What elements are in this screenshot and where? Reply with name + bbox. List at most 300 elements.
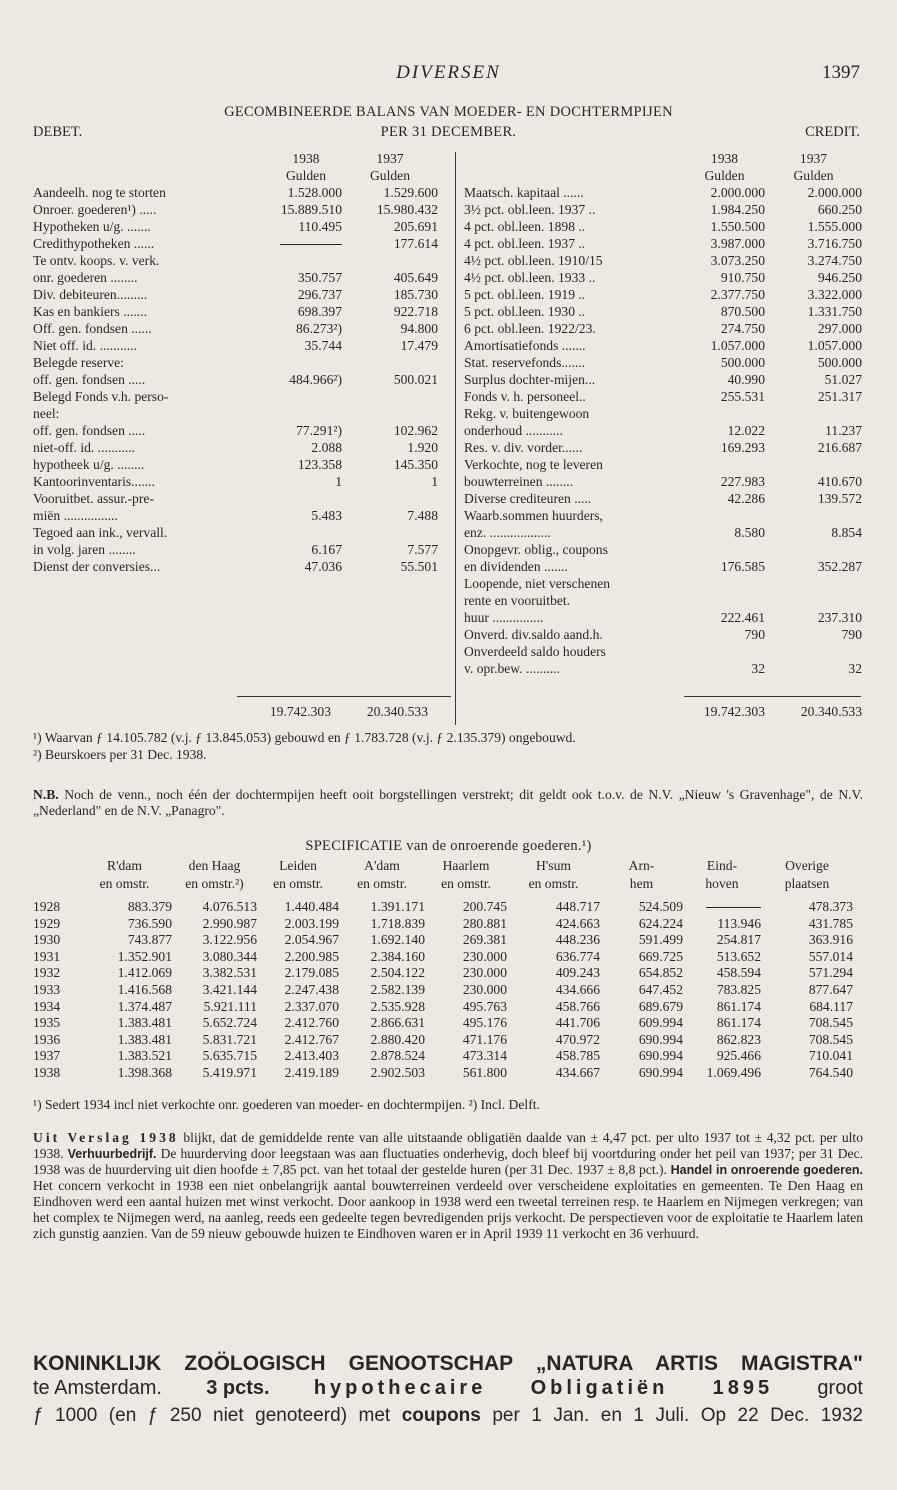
- credit-value-1937: 1.331.750: [807, 304, 862, 319]
- credit-value-1938: 274.750: [720, 321, 765, 336]
- column-header: den Haag: [188, 858, 241, 873]
- specification-cell: 690.994: [638, 1048, 683, 1064]
- debet-value-1938: 15.889.510: [280, 202, 342, 217]
- credit-unit-header: [464, 167, 864, 184]
- debet-row-label: Credithypotheken ......: [33, 236, 155, 251]
- credit-row-label: Maatsch. kapitaal ......: [464, 185, 584, 200]
- debet-row-label: Belegd Fonds v.h. perso-: [33, 389, 169, 404]
- debet-value-1938: [270, 252, 342, 269]
- credit-row: [464, 252, 864, 269]
- credit-row-label: Onopgevr. oblig., coupons: [464, 542, 608, 557]
- specification-cell: 1.718.839: [370, 915, 425, 931]
- debet-row: [33, 235, 449, 252]
- debet-value-1938: 5.483: [311, 508, 342, 523]
- debet-value-1938: [270, 354, 342, 371]
- debet-row-label: Off. gen. fondsen ......: [33, 321, 152, 336]
- column-header: en omstr.²): [185, 876, 244, 891]
- credit-row: [464, 507, 864, 524]
- specification-cell: 2.582.139: [370, 981, 425, 997]
- credit-row: [464, 286, 864, 303]
- specification-row: [33, 899, 853, 916]
- year-1937: 1937: [376, 151, 404, 166]
- nb-label: N.B.: [33, 787, 59, 802]
- nb-text: Noch de venn., noch één der dochtermpijen heeft ooit borgstellingen verstrekt; dit geldt ook t.o.v. de N.V. „Nieuw 's Gravenhage", de N.V. „Nederland" en de N.V. „Panagro".: [33, 787, 863, 818]
- credit-label: CREDIT.: [805, 124, 860, 140]
- credit-row: [464, 422, 864, 439]
- specification-cell: 624.224: [638, 915, 683, 931]
- credit-row: [464, 626, 864, 643]
- next-entry-text: ƒ 1000 (en ƒ 250 niet genoteerd) met: [33, 1405, 391, 1426]
- credit-value-1938: 1.550.500: [710, 219, 765, 234]
- credit-row-label: Fonds v. h. personeel..: [464, 389, 586, 404]
- specification-cell: 862.823: [716, 1031, 761, 1047]
- credit-value-1938: [684, 405, 765, 422]
- debet-row: [33, 439, 449, 456]
- specification-cell: 2.054.967: [284, 932, 339, 948]
- specification-cell: 690.994: [638, 1064, 683, 1080]
- specification-cell: 710.041: [808, 1048, 853, 1064]
- specification-cell: 409.243: [555, 965, 600, 981]
- credit-row-label: 3½ pct. obl.leen. 1937 ..: [464, 202, 596, 217]
- specification-cell: 269.381: [462, 932, 507, 948]
- specification-cell: 5.635.715: [202, 1048, 257, 1064]
- debet-row: [33, 524, 449, 541]
- column-header: en omstr.: [357, 876, 407, 891]
- specification-cell: 636.774: [555, 948, 600, 964]
- specification-cell: 877.647: [808, 981, 853, 997]
- balance-date: PER 31 DECEMBER.: [380, 124, 517, 140]
- debet-value-1937: 1.529.600: [383, 185, 438, 200]
- debet-row: [33, 269, 449, 286]
- debet-value-1938: 296.737: [297, 287, 342, 302]
- debet-row: [33, 456, 449, 473]
- debet-row-label: Kas en bankiers .......: [33, 304, 148, 319]
- specification-cell: 1.416.568: [117, 981, 172, 997]
- report-paragraph: [33, 1130, 863, 1242]
- credit-row-label: Loopende, niet verschenen: [464, 576, 611, 591]
- next-entry-line-3: [33, 1405, 863, 1427]
- debet-value-1938: 47.036: [304, 559, 342, 574]
- specification-cell: 1.374.487: [117, 998, 172, 1014]
- debet-value-1937: [342, 354, 438, 371]
- debet-unit-header: [33, 167, 449, 184]
- debet-value-1938: 1.528.000: [287, 185, 342, 200]
- credit-value-1937: 51.027: [824, 372, 862, 387]
- report-heading-rental: Verhuurbedrijf.: [67, 1147, 157, 1161]
- specification-cell: 230.000: [462, 948, 507, 964]
- credit-value-1938: 870.500: [720, 304, 765, 319]
- specification-cell: 458.785: [555, 1048, 600, 1064]
- credit-row: [464, 269, 864, 286]
- credit-value-1937: 3.716.750: [807, 236, 862, 251]
- specification-cell: 280.881: [462, 915, 507, 931]
- year-1938: 1938: [710, 151, 739, 166]
- credit-value-1938: 40.990: [727, 372, 765, 387]
- credit-row-label: 4 pct. obl.leen. 1898 ..: [464, 219, 586, 234]
- specification-cell: 689.679: [638, 998, 683, 1014]
- debet-value-1938: 350.757: [297, 270, 342, 285]
- specification-cell: 2.247.438: [284, 981, 339, 997]
- next-entry-text: groot: [817, 1377, 863, 1399]
- debet-value-1937: 94.800: [400, 321, 438, 336]
- specification-cell: 458.594: [716, 965, 761, 981]
- debet-row-label: Aandeelh. nog te storten: [33, 185, 166, 200]
- debet-value-1937: [342, 524, 438, 541]
- specification-cell: 230.000: [462, 981, 507, 997]
- credit-row: [464, 201, 864, 218]
- specification-cell: 441.706: [555, 1015, 600, 1031]
- credit-row-label: onderhoud ...........: [464, 423, 563, 438]
- credit-row-label: Res. v. div. vorder......: [464, 440, 583, 455]
- debet-sum-line: [237, 696, 451, 697]
- debet-row-label: Hypotheken u/g. .......: [33, 219, 151, 234]
- specification-cell: 2.878.524: [370, 1048, 425, 1064]
- debet-row: [33, 354, 449, 371]
- debet-value-1938: 123.358: [297, 457, 342, 472]
- credit-row: [464, 337, 864, 354]
- specification-cell: 495.763: [462, 998, 507, 1014]
- unit-label: Gulden: [369, 168, 411, 183]
- column-header: hoven: [705, 876, 739, 891]
- specification-row: [33, 932, 853, 949]
- credit-value-1938: 169.293: [720, 440, 765, 455]
- specification-cell: 2.504.122: [370, 965, 425, 981]
- credit-value-1938: 910.750: [720, 270, 765, 285]
- debet-row: [33, 371, 449, 388]
- debet-row-label: Niet off. id. ...........: [33, 338, 137, 353]
- debet-value-1938: 1: [335, 474, 342, 489]
- debet-row: [33, 473, 449, 490]
- credit-value-1937: 251.317: [817, 389, 862, 404]
- column-header: A'dam: [364, 858, 400, 873]
- specification-cell: 5.652.724: [202, 1015, 257, 1031]
- next-entry-line-2: [33, 1377, 863, 1400]
- next-entry-title: KONINKLIJK ZOÖLOGISCH GENOOTSCHAP „NATURA ARTIS MAGISTRA": [33, 1352, 863, 1375]
- specification-cell: 473.314: [462, 1048, 507, 1064]
- debet-row-label: Belegde reserve:: [33, 355, 124, 370]
- row-year: 1929: [33, 915, 61, 931]
- section-title: DIVERSEN: [396, 62, 501, 83]
- credit-row-label: 5 pct. obl.leen. 1919 ..: [464, 287, 586, 302]
- column-header: R'dam: [107, 858, 142, 873]
- year-header-spacer: [33, 875, 77, 893]
- specification-row: [33, 1048, 853, 1065]
- specification-cell: 424.663: [555, 915, 600, 931]
- credit-row: [464, 541, 864, 558]
- debet-value-1938: 484.966²): [289, 372, 342, 387]
- report-heading-trade: Handel in onroerende goederen.: [670, 1163, 864, 1177]
- debet-row: [33, 507, 449, 524]
- debet-value-1938: [270, 388, 342, 405]
- debet-row-label: Tegoed aan ink., vervall.: [33, 525, 168, 540]
- specification-cell: 708.545: [808, 1031, 853, 1047]
- credit-row-label: Amortisatiefonds .......: [464, 338, 586, 353]
- debet-row-label: Te ontv. koops. v. verk.: [33, 253, 160, 268]
- credit-row-label: 4½ pct. obl.leen. 1910/15: [464, 253, 603, 268]
- debet-value-1937: [342, 388, 438, 405]
- credit-value-1937: [765, 541, 862, 558]
- specification-cell: 448.717: [555, 899, 600, 914]
- next-entry-text: 1895: [712, 1377, 774, 1399]
- year-1937: 1937: [799, 151, 828, 166]
- row-year: 1936: [33, 1031, 61, 1047]
- specification-cell: 2.902.503: [370, 1064, 425, 1080]
- debet-row-label: Div. debiteuren.........: [33, 287, 148, 302]
- debet-value-1937: 102.962: [393, 423, 438, 438]
- specification-cell: 743.877: [127, 932, 172, 948]
- column-header: en omstr.: [441, 876, 491, 891]
- unit-label: Gulden: [793, 168, 834, 183]
- row-year: 1928: [33, 899, 61, 914]
- credit-row: [464, 320, 864, 337]
- specification-title: SPECIFICATIE van de onroerende goederen.¹): [305, 838, 592, 854]
- specification-cell: 495.176: [462, 1015, 507, 1031]
- specification-cell: 883.379: [127, 899, 172, 914]
- specification-row: [33, 949, 853, 966]
- report-text: De huurderving door leegstaan was aan fluctuaties onderhevig, doch bleef bij voortduring onder het peil van 1937; per 31 Dec. 1938 was de huurderving uit dien hoofde ± 7,85 pct. van het totaal der gestelde huren (per 31 Dec. 1937 ± 8,8 pct.).: [33, 1146, 863, 1177]
- credit-row: [464, 473, 864, 490]
- specification-cell: 2.990.987: [202, 915, 257, 931]
- credit-row: [464, 371, 864, 388]
- credit-value-1937: 1.057.000: [807, 338, 862, 353]
- credit-row: [464, 660, 864, 677]
- credit-value-1938: [684, 507, 765, 524]
- debet-value-1937: 922.718: [393, 304, 438, 319]
- credit-value-1938: 1.984.250: [710, 202, 765, 217]
- debet-total-1938: 19.742.303: [269, 704, 331, 719]
- specification-row: [33, 999, 853, 1016]
- credit-value-1938: 2.000.000: [710, 185, 765, 200]
- credit-value-1937: 410.670: [817, 474, 862, 489]
- report-text: blijkt, dat de gemiddelde rente van alle uitstaande obligatiën daalde van ± 4,47 pct. per ulto 1937 tot ± 4,32 pct. per ulto 1938.: [33, 1130, 864, 1161]
- debet-label: DEBET.: [33, 124, 83, 140]
- specification-cell: 5.921.111: [203, 998, 257, 1014]
- credit-value-1938: 255.531: [720, 389, 765, 404]
- credit-row: [464, 558, 864, 575]
- dash-line: [706, 907, 761, 908]
- next-entry-text: hypothecaire: [313, 1377, 487, 1399]
- debet-value-1938: 6.167: [311, 542, 342, 557]
- credit-row-label: rente en vooruitbet.: [464, 593, 571, 608]
- specification-cell: 1.352.901: [117, 948, 172, 964]
- debet-value-1938: 698.397: [297, 304, 342, 319]
- specification-cell: 654.852: [638, 965, 683, 981]
- specification-cell: 561.800: [462, 1064, 507, 1080]
- debet-value-1937: 17.479: [400, 338, 438, 353]
- debet-row-label: onr. goederen ........: [33, 270, 138, 285]
- credit-row: [464, 592, 864, 609]
- debet-row: [33, 422, 449, 439]
- column-header: en omstr.: [528, 876, 579, 891]
- year-header-spacer: [33, 857, 77, 875]
- row-year: 1933: [33, 981, 61, 997]
- column-header: Arn-: [628, 858, 655, 873]
- debet-value-1937: 145.350: [393, 457, 438, 472]
- debet-value-1938: [270, 490, 342, 507]
- specification-cell: 524.509: [638, 899, 683, 914]
- credit-value-1937: 3.274.750: [807, 253, 862, 268]
- balance-heading: GECOMBINEERDE BALANS VAN MOEDER- EN DOCHTERMPIJEN: [224, 104, 673, 120]
- credit-value-1938: 222.461: [720, 610, 765, 625]
- debet-value-1937: 1.920: [407, 440, 438, 455]
- credit-table: [464, 150, 864, 677]
- specification-cell: 471.176: [462, 1031, 507, 1047]
- next-entry-text: te Amsterdam.: [33, 1377, 162, 1399]
- row-year: 1930: [33, 932, 61, 948]
- specification-cell: 861.174: [716, 1015, 761, 1031]
- credit-value-1938: 790: [744, 627, 765, 642]
- specification-cell: 254.817: [716, 932, 761, 948]
- debet-row-label: neel:: [33, 406, 60, 421]
- debet-row-label: in volg. jaren ........: [33, 542, 136, 557]
- specification-cell: 431.785: [808, 915, 853, 931]
- credit-value-1938: 8.580: [734, 525, 765, 540]
- credit-value-1937: [765, 592, 862, 609]
- debet-row: [33, 184, 449, 201]
- debet-row: [33, 337, 449, 354]
- row-year: 1935: [33, 1015, 61, 1031]
- specification-row: [33, 965, 853, 982]
- specification-cell: 861.174: [716, 998, 761, 1014]
- debet-row: [33, 541, 449, 558]
- specification-cell: 783.825: [716, 981, 761, 997]
- specification-cell: 2.384.160: [370, 948, 425, 964]
- debet-row: [33, 218, 449, 235]
- credit-row-label: Rekg. v. buitengewoon: [464, 406, 590, 421]
- report-lead: Uit Verslag 1938: [33, 1130, 179, 1145]
- credit-value-1937: 11.237: [825, 423, 862, 438]
- credit-value-1938: 1.057.000: [710, 338, 765, 353]
- credit-value-1938: 3.987.000: [710, 236, 765, 251]
- debet-value-1937: [342, 405, 438, 422]
- debet-value-1937: 15.980.432: [376, 202, 438, 217]
- specification-cell: 2.866.631: [370, 1015, 425, 1031]
- nb-note: [33, 787, 863, 819]
- credit-row-label: Waarb.sommen huurders,: [464, 508, 603, 523]
- specification-cell: 2.412.760: [284, 1015, 339, 1031]
- specification-cell: 2.003.199: [284, 915, 339, 931]
- credit-row-label: en dividenden .......: [464, 559, 568, 574]
- specification-cell: 363.916: [808, 932, 853, 948]
- credit-value-1937: [765, 507, 862, 524]
- specification-row: [33, 1015, 853, 1032]
- debet-value-1938: [270, 524, 342, 541]
- specification-cell: 5.419.971: [202, 1064, 257, 1080]
- credit-value-1937: 8.854: [831, 525, 862, 540]
- credit-value-1937: 790: [841, 627, 862, 642]
- credit-row: [464, 184, 864, 201]
- credit-value-1937: 297.000: [817, 321, 862, 336]
- debet-value-1938: 110.495: [298, 219, 342, 234]
- column-header: Overige: [785, 858, 829, 873]
- debet-table: [33, 150, 449, 575]
- debet-row: [33, 405, 449, 422]
- debet-value-1938: [270, 405, 342, 422]
- specification-cell: 3.080.344: [202, 948, 257, 964]
- specification-cell: 2.535.928: [370, 998, 425, 1014]
- credit-value-1938: 12.022: [727, 423, 765, 438]
- specification-header: [33, 857, 853, 893]
- credit-value-1937: 32: [848, 661, 862, 676]
- specification-cell: 736.590: [127, 915, 172, 931]
- specification-header-row: [33, 875, 853, 893]
- specification-cell: 1.383.481: [117, 1015, 172, 1031]
- credit-value-1937: 237.310: [817, 610, 862, 625]
- next-entry-text: per 1 Jan. en 1 Juli. Op 22 Dec. 1932: [492, 1405, 863, 1426]
- debet-row: [33, 201, 449, 218]
- specification-cell: 647.452: [638, 981, 683, 997]
- next-entry-text: coupons: [401, 1405, 481, 1426]
- debet-row: [33, 320, 449, 337]
- specification-footnote: ¹) Sedert 1934 incl niet verkochte onr. goederen van moeder- en dochtermpijen. ²) Incl. Delft.: [33, 1097, 540, 1112]
- specification-cell: 2.337.070: [284, 998, 339, 1014]
- specification-cell: 2.179.085: [284, 965, 339, 981]
- specification-cell: 2.880.420: [370, 1031, 425, 1047]
- specification-cell: 448.236: [555, 932, 600, 948]
- specification-cell: 557.014: [808, 948, 853, 964]
- specification-cell: 458.766: [555, 998, 600, 1014]
- specification-header-row: [33, 857, 853, 875]
- unit-label: Gulden: [704, 168, 745, 183]
- debet-row-label: hypotheek u/g. ........: [33, 457, 145, 472]
- debet-row-label: miën ................: [33, 508, 118, 523]
- credit-row-label: Verkochte, nog te leveren: [464, 457, 603, 472]
- next-entry-text: Obligatiën: [530, 1377, 669, 1399]
- credit-value-1938: 32: [751, 661, 765, 676]
- credit-row-label: bouwterreinen ........: [464, 474, 574, 489]
- specification-cell: 591.499: [638, 932, 683, 948]
- credit-value-1938: [684, 575, 765, 592]
- debet-value-1937: 205.691: [393, 219, 438, 234]
- credit-row-label: 5 pct. obl.leen. 1930 ..: [464, 304, 586, 319]
- debet-row-label: Dienst der conversies...: [33, 559, 161, 574]
- specification-cell: 2.200.985: [284, 948, 339, 964]
- credit-row: [464, 405, 864, 422]
- credit-value-1937: 139.572: [817, 491, 862, 506]
- debet-value-1937: 177.614: [393, 236, 438, 251]
- credit-value-1938: [684, 643, 765, 660]
- specification-cell: 513.652: [716, 948, 761, 964]
- credit-row: [464, 524, 864, 541]
- specification-cell: 2.413.403: [284, 1048, 339, 1064]
- specification-cell: 200.745: [462, 899, 507, 914]
- specification-cell: 925.466: [716, 1048, 761, 1064]
- credit-value-1938: 500.000: [720, 355, 765, 370]
- unit-label: Gulden: [285, 168, 327, 183]
- debet-value-1938: [270, 235, 342, 252]
- row-year: 1934: [33, 998, 61, 1014]
- credit-sum-line: [684, 696, 861, 697]
- debet-row-label: Vooruitbet. assur.-pre-: [33, 491, 154, 506]
- column-header: en omstr.: [273, 876, 323, 891]
- debet-row: [33, 490, 449, 507]
- credit-value-1937: 216.687: [817, 440, 862, 455]
- debet-row-label: Onroer. goederen¹) .....: [33, 202, 157, 217]
- debet-value-1937: 7.488: [407, 508, 438, 523]
- credit-row-label: Diverse crediteuren .....: [464, 491, 592, 506]
- credit-row-label: 4 pct. obl.leen. 1937 ..: [464, 236, 586, 251]
- credit-value-1938: 176.585: [720, 559, 765, 574]
- specification-cell: 3.421.144: [202, 981, 257, 997]
- debet-total-1937: 20.340.533: [366, 704, 428, 719]
- credit-row-label: enz. ..................: [464, 525, 551, 540]
- specification-cell: 1.383.521: [117, 1048, 172, 1064]
- debet-value-1937: [342, 490, 438, 507]
- column-header: hem: [629, 876, 654, 891]
- debet-value-1937: 7.577: [407, 542, 438, 557]
- specification-cell: 3.122.956: [202, 932, 257, 948]
- credit-total-1938: 19.742.303: [703, 704, 765, 719]
